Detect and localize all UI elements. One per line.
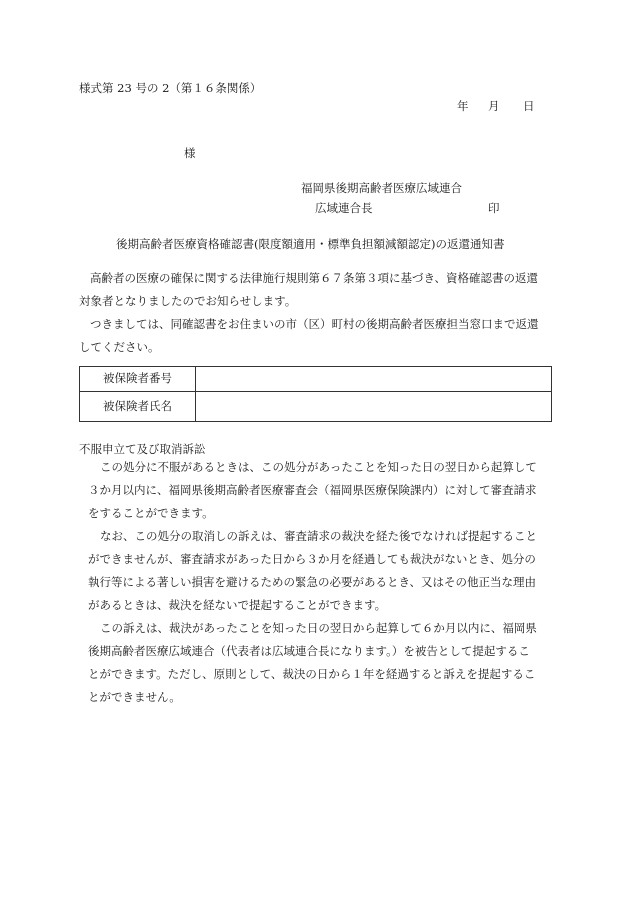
form-number: 様式第 23 号の 2（第１６条関係） xyxy=(79,81,262,95)
appeal-line: 後期高齢者医療広域連合（代表者は広域連合長になります。）を被告として提起するこ xyxy=(88,644,530,658)
appeal-line: があるときは、裁決を経ないで提起することができます。 xyxy=(88,598,387,612)
insured-number-value xyxy=(196,367,552,392)
table-row xyxy=(80,367,552,392)
appeal-line: この訴えは、裁決があったことを知った日の翌日から起算して６か月以内に、福岡県 xyxy=(100,621,537,635)
date-day-label: 日 xyxy=(523,99,535,113)
body-line: 高齢者の医療の確保に関する法律施行規則第６７条第３項に基づき、資格確認書の返還 xyxy=(90,271,539,285)
notice-body xyxy=(79,267,554,359)
insured-info-table xyxy=(79,366,552,422)
insured-name-label: 被保険者氏名 xyxy=(80,392,196,422)
appeal-line: この処分に不服があるときは、この処分があったことを知った日の翌日から起算して xyxy=(100,460,537,474)
appeal-line: ３か月以内に、福岡県後期高齢者医療審査会（福岡県医療保険課内）に対して審査請求 xyxy=(88,483,537,497)
appeal-line: ができませんが、審査請求があった日から３か月を経過しても裁決がないとき、処分の xyxy=(88,552,536,566)
table-row xyxy=(80,392,552,422)
appeal-line: をすることができます。 xyxy=(88,506,214,520)
insured-name-value xyxy=(196,392,552,422)
body-line: してください。 xyxy=(79,340,160,354)
seal-mark: 印 xyxy=(488,201,500,215)
appeal-body xyxy=(88,456,558,709)
appeal-line: とができます。ただし、原則として、裁決の日から１年を経過すると訴えを提起するこ xyxy=(88,667,536,681)
body-line: 対象者となりましたのでお知らせします。 xyxy=(79,294,297,308)
insured-number-label: 被保険者番号 xyxy=(80,367,196,392)
date-year-label: 年 xyxy=(457,99,469,113)
appeal-line: とができません。 xyxy=(88,690,181,704)
date-month-label: 月 xyxy=(488,99,500,113)
body-line: つきましては、同確認書をお住まいの市（区）町村の後期高齢者医療担当窓口まで返還 xyxy=(90,317,539,331)
appeal-line: 執行等による著しい損害を避けるための緊急の必要があるとき、又はその他正当な理由 xyxy=(88,575,537,589)
appeal-heading: 不服申立て及び取消訴訟 xyxy=(79,442,206,456)
issuer-org: 福岡県後期高齢者医療広域連合 xyxy=(301,181,462,195)
appeal-line: なお、この処分の取消しの訴えは、審査請求の裁決を経た後でなければ提起すること xyxy=(100,529,537,543)
document-title: 後期高齢者医療資格確認書(限度額適用・標準負担額減額認定)の返還通知書 xyxy=(116,237,505,251)
issuer-title: 広域連合長 xyxy=(315,201,373,215)
recipient-suffix: 様 xyxy=(184,146,196,160)
